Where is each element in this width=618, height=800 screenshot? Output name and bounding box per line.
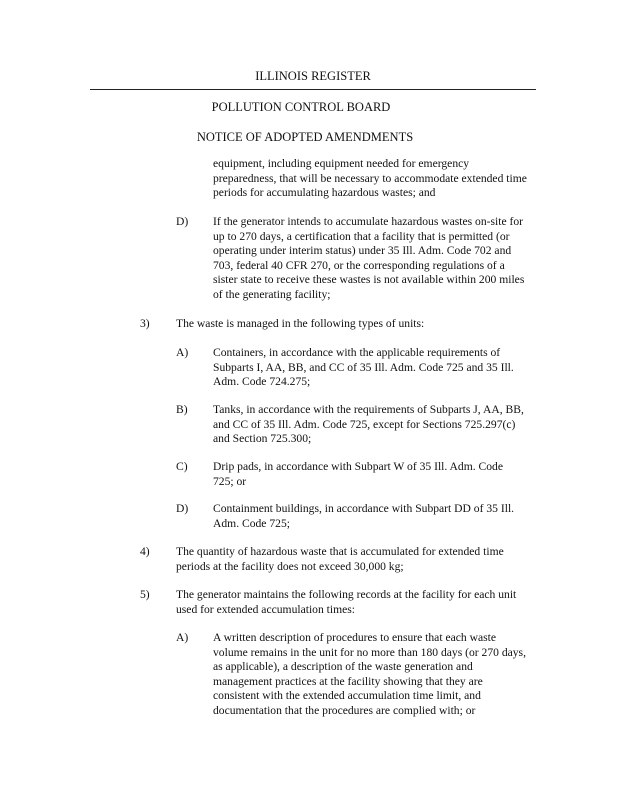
item-label-3d: D)	[176, 502, 189, 515]
text-line: Tanks, in accordance with the requirements of Subparts J, AA, BB,	[213, 403, 524, 416]
item-3-paragraph	[176, 317, 424, 332]
text-line: The quantity of hazardous waste that is accumulated for extended time	[176, 545, 504, 558]
text-line: and CC of 35 Ill. Adm. Code 725, except for Sections 725.297(c)	[213, 417, 516, 431]
text-line: Adm. Code 725;	[213, 516, 290, 530]
text-line: periods at the facility does not exceed 30,000 kg;	[176, 559, 404, 573]
text-line: of the generating facility;	[213, 287, 331, 301]
item-5-paragraph	[176, 588, 516, 617]
notice-title: NOTICE OF ADOPTED AMENDMENTS	[196, 130, 414, 144]
item-label-3a: A)	[176, 346, 189, 359]
text-line: operating under interim status) under 35 Ill. Adm. Code 702 and	[213, 244, 512, 258]
text-line: and Section 725.300;	[213, 432, 312, 446]
item-label-5a: A)	[176, 631, 189, 644]
text-line: The waste is managed in the following types of units:	[176, 317, 425, 330]
item-label-3b: B)	[176, 403, 188, 416]
text-line: volume remains in the unit for no more than 180 days (or 270 days,	[213, 645, 526, 659]
text-line: periods for accumulating hazardous wastes; and	[213, 186, 436, 200]
continuation-paragraph	[213, 157, 527, 201]
register-title: ILLINOIS REGISTER	[255, 69, 371, 83]
text-line: up to 270 days, a certification that a facility that is permitted (or	[213, 229, 510, 243]
text-line: as applicable), a description of the waste generation and	[213, 660, 473, 674]
item-3a-paragraph	[213, 346, 514, 390]
item-3c-paragraph	[213, 460, 503, 489]
text-line: Adm. Code 724.275;	[213, 375, 311, 389]
text-line: consistent with the extended accumulation time limit, and	[213, 689, 481, 703]
text-line: management practices at the facility showing that they are	[213, 674, 483, 688]
item-label-2d: D)	[176, 215, 189, 228]
text-line: sister state to receive these wastes is not available within 200 miles	[213, 273, 525, 287]
text-line: If the generator intends to accumulate hazardous wastes on-site for	[213, 215, 524, 228]
board-title: POLLUTION CONTROL BOARD	[211, 100, 391, 114]
text-line: A written description of procedures to ensure that each waste	[213, 631, 496, 644]
item-3d-paragraph	[213, 502, 514, 531]
text-line: documentation that the procedures are complied with; or	[213, 703, 476, 717]
text-line: Containers, in accordance with the applicable requirements of	[213, 346, 501, 359]
item-4-paragraph	[176, 545, 504, 574]
text-line: The generator maintains the following records at the facility for each unit	[176, 588, 517, 601]
item-2d-paragraph	[213, 215, 524, 303]
item-label-5: 5)	[140, 588, 150, 601]
item-label-3: 3)	[140, 317, 150, 330]
text-line: used for extended accumulation times:	[176, 602, 356, 616]
item-5a-paragraph	[213, 631, 526, 719]
text-line: preparedness, that will be necessary to accommodate extended time	[213, 171, 527, 185]
item-label-4: 4)	[140, 545, 150, 558]
text-line: Drip pads, in accordance with Subpart W of 35 Ill. Adm. Code	[213, 460, 504, 473]
text-line: 703, federal 40 CFR 270, or the corresponding regulations of a	[213, 258, 505, 272]
text-line: equipment, including equipment needed for emergency	[213, 157, 470, 170]
header-rule	[90, 89, 536, 90]
text-line: 725; or	[213, 474, 247, 488]
item-label-3c: C)	[176, 460, 188, 473]
text-line: Containment buildings, in accordance with Subpart DD of 35 Ill.	[213, 502, 515, 515]
text-line: Subparts I, AA, BB, and CC of 35 Ill. Adm. Code 725 and 35 Ill.	[213, 360, 514, 374]
item-3b-paragraph	[213, 403, 524, 447]
